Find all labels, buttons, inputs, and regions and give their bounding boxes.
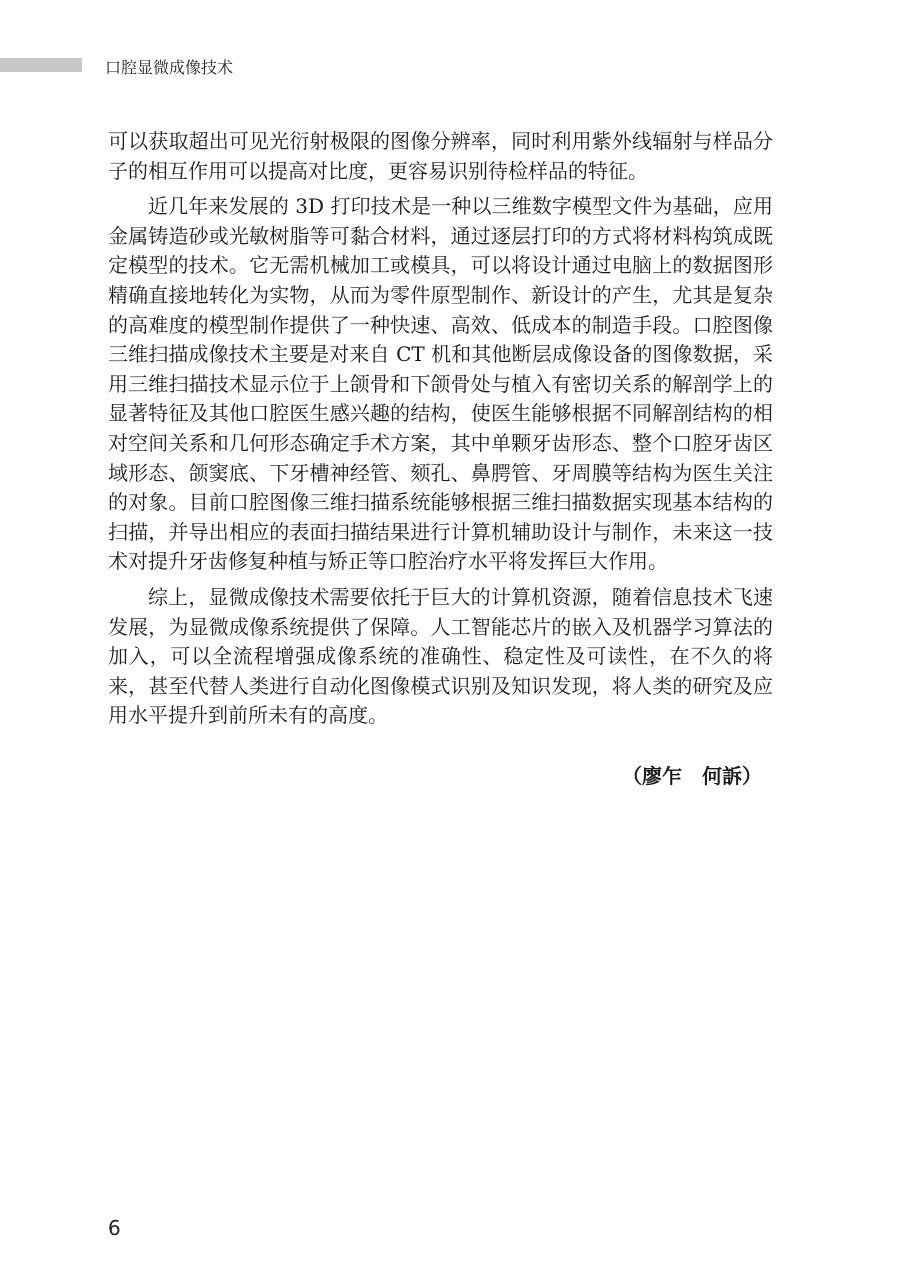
text-line: 显著特征及其他口腔医生感兴趣的结构，使医生能够根据不同解剖结构的相 (108, 401, 773, 426)
text-line: 加入，可以全流程增强成像系统的准确性、稳定性及可读性，在不久的将 (108, 644, 773, 669)
text-line: 定模型的技术。它无需机械加工或模具，可以将设计通过电脑上的数据图形 (108, 253, 773, 278)
text-line: 扫描，并导出相应的表面扫描结果进行计算机辅助设计与制作，未来这一技 (108, 519, 773, 544)
text-line: 来，甚至代替人类进行自动化图像模式识别及知识发现，将人类的研究及应 (108, 673, 773, 698)
text-line: 对空间关系和几何形态确定手术方案，其中单颗牙齿形态、整个口腔牙齿区 (108, 430, 773, 455)
text-line: 的高难度的模型制作提供了一种快速、高效、低成本的制造手段。口腔图像 (108, 312, 773, 337)
text-line: 的对象。目前口腔图像三维扫描系统能够根据三维扫描数据实现基本结构的 (108, 490, 773, 515)
text-line: 发展，为显微成像系统提供了保障。人工智能芯片的嵌入及机器学习算法的 (108, 614, 773, 639)
page-number: 6 (108, 1216, 121, 1240)
text-line: 精确直接地转化为实物，从而为零件原型制作、新设计的产生，尤其是复杂 (108, 282, 773, 307)
text-line: 近几年来发展的 3D 打印技术是一种以三维数字模型文件为基础，应用 (148, 194, 773, 219)
header-bar (0, 58, 82, 72)
text-line: 用三维扫描技术显示位于上颌骨和下颌骨处与植入有密切关系的解剖学上的 (108, 371, 773, 396)
text-line: 子的相互作用可以提高对比度，更容易识别待检样品的特征。 (108, 158, 648, 183)
paragraph-1 (108, 127, 773, 186)
text-line: 用水平提升到前所未有的高度。 (108, 703, 388, 728)
paragraph-2 (108, 192, 773, 577)
body-text (108, 127, 773, 731)
text-line: 术对提升牙齿修复种植与矫正等口腔治疗水平将发挥巨大作用。 (108, 549, 668, 574)
text-line: 域形态、颌窦底、下牙槽神经管、颏孔、鼻腭管、牙周膜等结构为医生关注 (108, 460, 773, 485)
text-line: 综上，显微成像技术需要依托于巨大的计算机资源，随着信息技术飞速 (148, 584, 773, 609)
text-line: 三维扫描成像技术主要是对来自 CT 机和其他断层成像设备的图像数据，采 (108, 342, 773, 367)
header-title: 口腔显微成像技术 (105, 58, 234, 77)
text-line: 可以获取超出可见光衍射极限的图像分辨率，同时利用紫外线辐射与样品分 (108, 129, 773, 153)
author-signature: （廖乍 何訴） (622, 764, 762, 788)
text-line: 金属铸造砂或光敏树脂等可黏合材料，通过逐层打印的方式将材料构筑成既 (108, 223, 773, 248)
paragraph-3 (108, 583, 773, 731)
